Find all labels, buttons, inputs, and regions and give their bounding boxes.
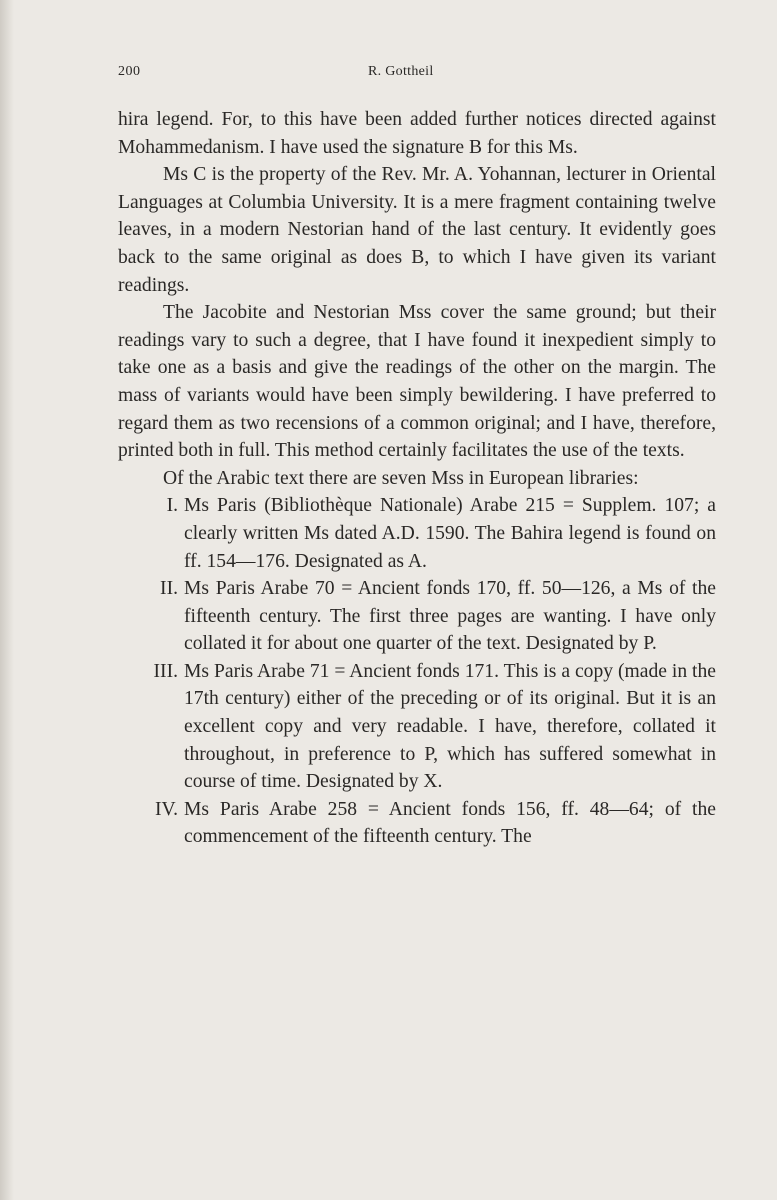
manuscript-item [118,796,716,851]
page-header [118,64,718,88]
manuscript-item [118,492,716,575]
paragraph-ms-c: Ms C is the property of the Rev. Mr. A. Yohannan, lecturer in Oriental Languages at Columbia University. It is a mere fragment containing twelve leaves, in a modern Nestorian hand of the last century. It evidently goes back to the same original as does B, to which I have given its variant readings. [118,164,716,296]
manuscript-item [118,575,716,658]
manuscript-list [118,492,716,851]
manuscript-numeral: II. [160,578,178,600]
body-text [118,106,716,851]
page-gutter-shadow [0,0,14,1200]
manuscript-item [118,658,716,796]
paragraph-arabic-text: Of the Arabic text there are seven Mss in European libraries: [163,467,639,489]
manuscript-description: Ms Paris (Bibliothèque Nationale) Arabe 215 = Supplem. 107; a clearly written Ms dated A.D. 1590. The Bahira legend is found on ff. 154—176. Designated as A. [184,495,716,572]
manuscript-numeral: III. [153,660,178,682]
manuscript-numeral: I. [166,495,178,517]
page-number: 200 [118,64,141,79]
paragraph-jacobite-nestorian: The Jacobite and Nestorian Mss cover the same ground; but their readings vary to such a degree, that I have found it inexpedient simply to take one as a basis and give the readings of the other on the margin. The mass of variants would have been simply bewildering. I have preferred to regard them as two recensions of a common original; and I have, therefore, printed both in full. This method certainly facilitates the use of the texts. [118,302,716,462]
manuscript-description: Ms Paris Arabe 258 = Ancient fonds 156, ff. 48—64; of the commencement of the fifteenth century. The [184,798,716,848]
manuscript-description: Ms Paris Arabe 70 = Ancient fonds 170, ff. 50—126, a Ms of the fifteenth century. The first three pages are wanting. I have only collated it for about one quarter of the text. Designated by P. [184,578,716,655]
manuscript-description: Ms Paris Arabe 71 = Ancient fonds 171. This is a copy (made in the 17th century) either of the preceding or of its original. But it is an excellent copy and very readable. I have, therefore, collated it throughout, in preference to P, which has suffered somewhat in course of time. Designated by X. [184,660,716,793]
manuscript-numeral: IV. [154,798,178,820]
paragraph-continuation: hira legend. For, to this have been added further notices directed against Mohammedanism. I have used the signature B for this Ms. [118,109,716,158]
running-head: R. Gottheil [368,64,434,79]
